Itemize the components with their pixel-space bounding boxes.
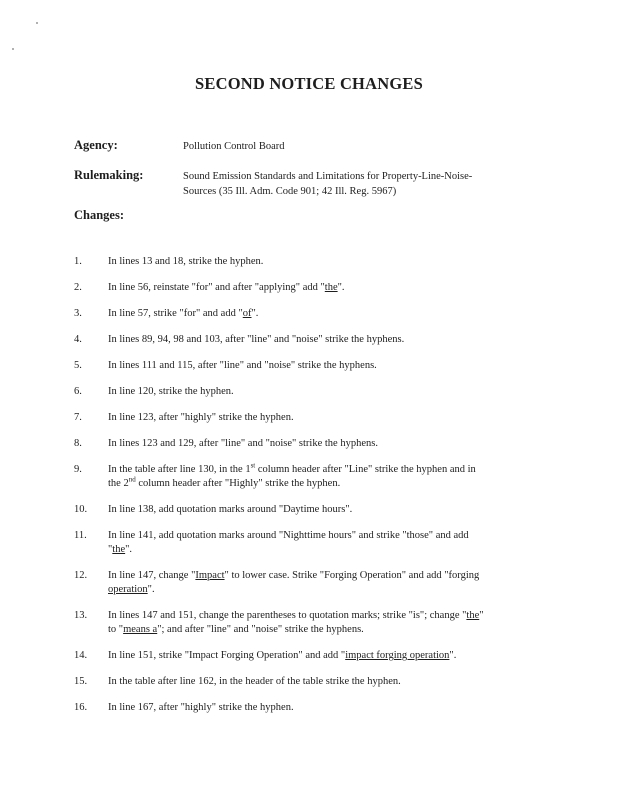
item-number: 4. (74, 334, 82, 345)
item-text: In lines 89, 94, 98 and 103, after "line" and "noise" strike the hyphens. (108, 334, 405, 345)
item-number: 16. (74, 702, 88, 713)
item-text: In line 151, strike "Impact Forging Operation" and add "impact forging operation". (108, 650, 457, 661)
item-number: 14. (74, 650, 88, 661)
item-text-line: In line 141, add quotation marks around "Nighttime hours" and strike "those" and add (108, 530, 469, 541)
item-number: 3. (74, 308, 82, 319)
item-text-line: operation". (108, 584, 155, 595)
item-number: 10. (74, 504, 88, 515)
item-number: 1. (74, 256, 82, 267)
item-text: In line 120, strike the hyphen. (108, 386, 234, 397)
item-text: In the table after line 162, in the header of the table strike the hyphen. (108, 676, 401, 687)
item-text: In line 57, strike "for" and add "of". (108, 308, 259, 319)
item-text-line: the 2nd column header after "Highly" strike the hyphen. (108, 475, 341, 489)
item-number: 9. (74, 464, 82, 475)
item-text (108, 609, 553, 637)
item-number: 11. (74, 530, 87, 541)
item-number: 2. (74, 282, 82, 293)
item-text-line: "the". (108, 544, 133, 555)
page-title: SECOND NOTICE CHANGES (195, 74, 423, 93)
agency-label: Agency: (74, 138, 118, 152)
item-text-line: In line 147, change "Impact" to lower case. Strike "Forging Operation" and add "forging (108, 570, 480, 581)
rulemaking-value (183, 169, 472, 199)
item-number: 5. (74, 360, 82, 371)
item-text (108, 529, 553, 557)
item-text: In lines 111 and 115, after "line" and "noise" strike the hyphens. (108, 360, 377, 371)
item-text-line: to "means a"; and after "line" and "noise" strike the hyphens. (108, 624, 364, 635)
item-text (108, 569, 553, 597)
item-number: 8. (74, 438, 82, 449)
changes-heading: Changes: (74, 208, 125, 222)
item-text: In line 138, add quotation marks around "Daytime hours". (108, 504, 353, 515)
item-text-line: In the table after line 130, in the 1st column header after "Line" strike the hyphen and in (108, 461, 476, 475)
item-text: In lines 123 and 129, after "line" and "noise" strike the hyphens. (108, 438, 378, 449)
item-text: In line 56, reinstate "for" and after "applying" add "the". (108, 282, 345, 293)
item-text: In line 167, after "highly" strike the hyphen. (108, 702, 294, 713)
scan-speck (12, 48, 14, 50)
item-number: 12. (74, 570, 88, 581)
rulemaking-value-line: Sources (35 Ill. Adm. Code 901; 42 Ill. Reg. 5967) (183, 186, 397, 197)
item-text: In line 123, after "highly" strike the hyphen. (108, 412, 294, 423)
item-number: 6. (74, 386, 82, 397)
item-number: 15. (74, 676, 88, 687)
item-text (108, 463, 553, 491)
item-text-line: In lines 147 and 151, change the parentheses to quotation marks; strike "is"; change "the" (108, 610, 484, 621)
item-number: 13. (74, 610, 88, 621)
scan-speck (36, 22, 38, 24)
agency-value: Pollution Control Board (183, 141, 285, 152)
rulemaking-label: Rulemaking: (74, 168, 144, 182)
item-number: 7. (74, 412, 82, 423)
item-text: In lines 13 and 18, strike the hyphen. (108, 256, 264, 267)
rulemaking-value-line: Sound Emission Standards and Limitations for Property-Line-Noise- (183, 171, 473, 182)
